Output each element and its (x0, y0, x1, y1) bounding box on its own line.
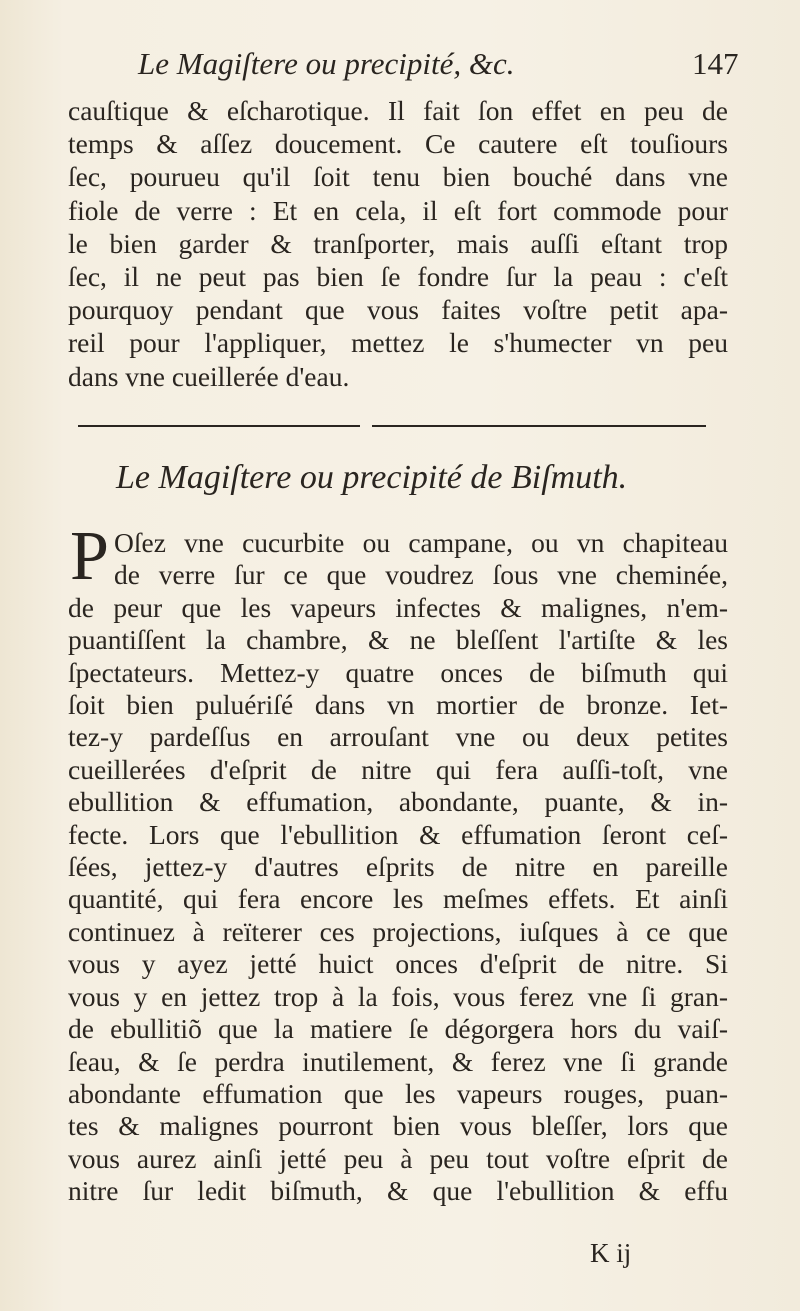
text-line: vous y ayez jetté huict onces d'eſprit de nitre. Si (68, 948, 728, 980)
paragraph-2 (68, 527, 728, 1208)
text-line: puantiſſent la chambre, & ne bleſſent l'artiſte & les (68, 624, 728, 656)
section-divider-left (78, 425, 360, 427)
text-line: ſées, jettez-y d'autres eſprits de nitre en pareille (68, 851, 728, 883)
section-title: Le Magiſtere ou precipité de Biſmuth. (116, 459, 628, 496)
section-divider-right (372, 425, 706, 427)
text-line: de ebullitiõ que la matiere ſe dégorgera hors du vaiſ- (68, 1013, 728, 1045)
running-title: Le Magiſtere ou precipité, &c. (138, 46, 515, 81)
text-line: ſpectateurs. Mettez-y quatre onces de biſmuth qui (68, 656, 728, 688)
drop-cap: P (70, 518, 109, 595)
text-line: ſec, pourueu qu'il ſoit tenu bien bouché dans vne (68, 161, 728, 193)
text-line: Oſez vne cucurbite ou campane, ou vn chapiteau (114, 527, 728, 558)
text-line: tes & malignes pourront bien vous bleſſer, lors que (68, 1110, 728, 1142)
text-line: abondante effumation que les vapeurs rouges, puan- (68, 1077, 728, 1109)
text-line: pourquoy pendant que vous faites voſtre petit apa- (68, 294, 728, 326)
text-line: vous aurez ainſi jetté peu à peu tout voſtre eſprit de (68, 1142, 728, 1174)
running-header (138, 46, 798, 96)
text-line: ſec, il ne peut pas bien ſe fondre ſur la peau : c'eſt (68, 261, 728, 293)
text-line: fiole de verre : Et en cela, il eſt fort commode pour (68, 194, 728, 226)
text-line: cueillerées d'eſprit de nitre qui fera auſſi-toſt, vne (68, 753, 728, 785)
text-line: nitre ſur ledit biſmuth, & que l'ebullition & effu (68, 1175, 728, 1207)
paragraph-1 (68, 94, 728, 393)
text-line: temps & aſſez doucement. Ce cautere eſt touſiours (68, 128, 728, 160)
text-line: dans vne cueillerée d'eau. (68, 360, 350, 392)
text-line: ſoit bien puluériſé dans vn mortier de bronze. Iet- (68, 689, 728, 721)
text-line: de peur que les vapeurs infectes & malignes, n'em- (68, 591, 728, 623)
text-line: le bien garder & tranſporter, mais auſſi eſtant trop (68, 227, 728, 259)
text-line: ſeau, & ſe perdra inutilement, & ferez vne ſi grande (68, 1045, 728, 1077)
text-line: cauſtique & eſcharotique. Il fait ſon effet en peu de (68, 95, 728, 126)
text-line: de verre ſur ce que voudrez ſous vne cheminée, (114, 559, 728, 591)
text-line: vous y en jettez trop à la fois, vous ferez vne ſi gran- (68, 980, 728, 1012)
signature-mark: K ij (590, 1238, 632, 1268)
text-line: continuez à reïterer ces projections, iuſques à ce que (68, 915, 728, 947)
text-line: quantité, qui fera encore les meſmes effets. Et ainſi (68, 883, 728, 915)
text-line: fecte. Lors que l'ebullition & effumation ſeront ceſ- (68, 818, 728, 850)
text-line: ebullition & effumation, abondante, puante, & in- (68, 786, 728, 818)
text-line: reil pour l'appliquer, mettez le s'humecter vn peu (68, 327, 728, 359)
page-number: 147 (692, 46, 739, 81)
text-line: tez-y pardeſſus en arrouſant vne ou deux petites (68, 721, 728, 753)
